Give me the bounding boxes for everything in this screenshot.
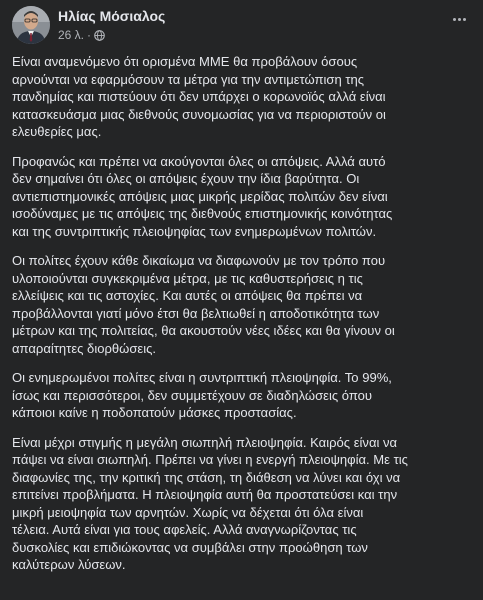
globe-icon[interactable] [94,30,105,41]
post-paragraph: Είναι μέχρι στιγμής η μεγάλη σιωπηλή πλειοψηφία. Καιρός είναι να πάψει να είναι σιωπηλή. Πρέπει να γίνει η ενεργή πλειοψηφία. Με τις διαφωνίες της, την κριτική της στάση, τη διάθεση να λύνει και όχι να επιτείνει προβλήματα. Η πλειοψηφία αυτή θα προστατεύσει και την μικρή μειοψηφία των αρνητών. Χωρίς να δέχεται ότι όλα είναι τέλεια. Αυτά είναι για τους αφελείς. Αλλά αναγνωρίζοντας τις δυσκολίες και επιδιώκοντας να συμβάλει στην προώθηση των καλύτερων λύσεων. [12,434,408,572]
post-meta [58,28,105,42]
ellipsis-dot [463,18,466,21]
author-avatar[interactable] [12,6,50,44]
post-paragraph: Είναι αναμενόμενο ότι ορισμένα ΜΜΕ θα προβάλουν όσους αρνούνται να εφαρμόσουν τα μέτρα για την αντιμετώπιση της πανδημίας και πιστεύουν ότι δεν υπάρχει ο κορωνοϊός αλλά είναι κατασκευάσμα μιας διεθνούς συνομωσίας για να περιοριστούν οι ελευθερίες μας. [12,54,386,139]
post-paragraph: Προφανώς και πρέπει να ακούγονται όλες οι απόψεις. Αλλά αυτό δεν σημαίνει ότι όλες οι απόψεις έχουν την ίδια βαρύτητα. Οι αντιεπιστημονικές απόψεις μιας μικρής μερίδας πολιτών δεν είναι ισοδύναμες με τις απόψεις της διεθνούς επιστημονικής κοινότητας και της συντριπτικής πλειοψηφίας των ενημερωμένων πολιτών. [12,153,393,239]
meta-separator: · [87,28,92,42]
ellipsis-dot [453,18,456,21]
post-timestamp[interactable]: 26 λ. [58,28,85,42]
author-name[interactable]: Ηλίας Μόσιαλος [58,8,166,24]
post-header [12,6,472,46]
ellipsis-dot [458,18,461,21]
post-paragraph: Οι ενημερωμένοι πολίτες είναι η συντριπτική πλειοψηφία. Το 99%, ίσως και περισσότεροι, δεν συμμετέχουν σε διαδηλώσεις όπου κάποιοι καίνε η ποδοπατούν μάσκες προστασίας. [12,370,392,420]
ellipsis-icon[interactable] [446,10,472,28]
post-paragraph: Οι πολίτες έχουν κάθε δικαίωμα να διαφωνούν με τον τρόπο που υλοποιούνται συγκεκριμένα μέτρα, με τις καθυστερήσεις η τις ελλείψεις και τις αστοχίες. Και αυτές οι απόψεις θα πρέπει να προβάλλονται γιατί μόνο έτσι θα βελτιωθεί η αποδοτικότητα των μέτρων και της πολιτείας, θα ακουστούν νέες ιδέες και θα γίνουν οι απαραίτητες διορθώσεις. [12,253,395,356]
post-body [12,53,474,586]
